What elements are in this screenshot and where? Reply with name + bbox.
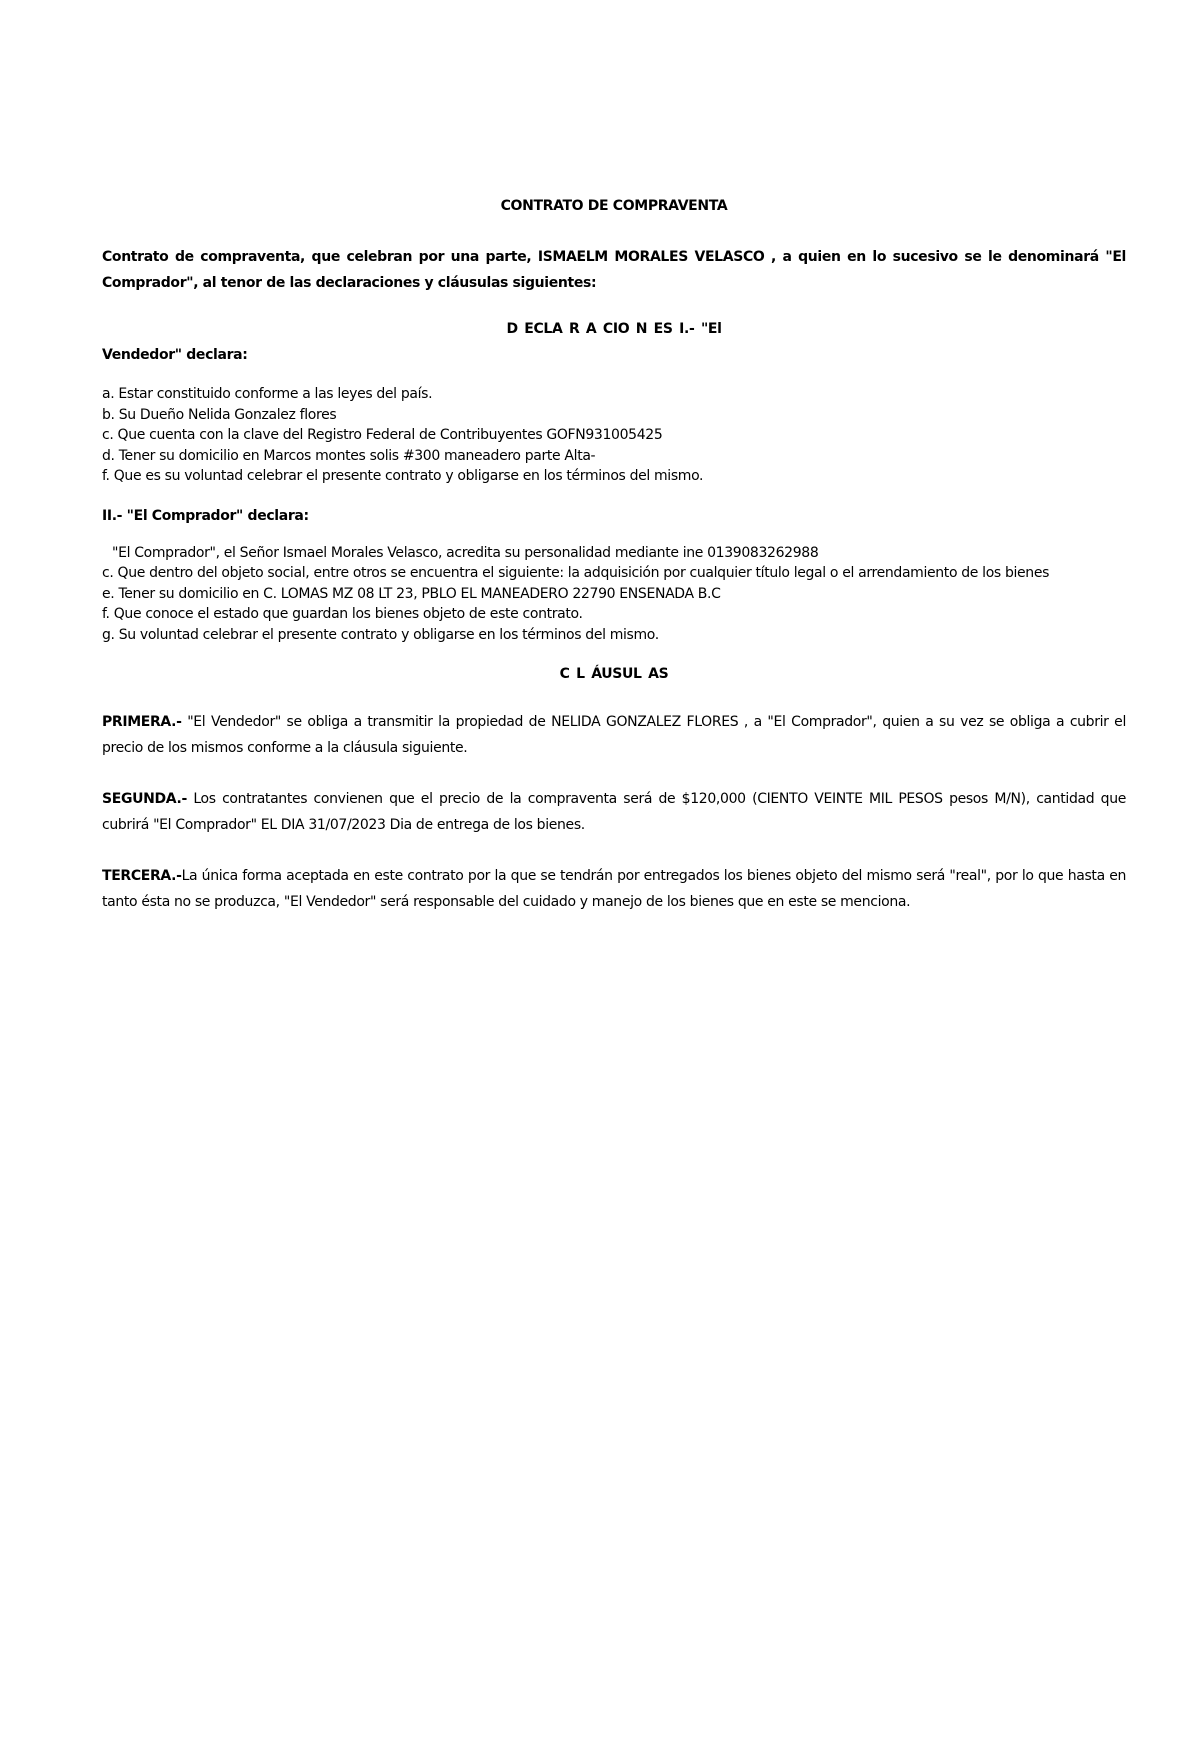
list-item: f. Que conoce el estado que guardan los bienes objeto de este contrato. (102, 606, 583, 622)
clause-text: La única forma aceptada en este contrato por la que se tendrán por entregados los bienes objeto del mismo será "real", por lo que hasta en tanto ésta no se produzca, "El Vendedor" será responsable del cuidado y manejo de los bienes que en este se menciona. (102, 868, 1126, 910)
clause-primera (102, 709, 1126, 761)
list-item: g. Su voluntad celebrar el presente contrato y obligarse en los términos del mismo. (102, 626, 659, 643)
list-item: a. Estar constituido conforme a las leyes del país. (102, 386, 433, 402)
comprador-declarations (102, 543, 1126, 646)
clause-segunda (102, 786, 1126, 838)
clause-tercera (102, 863, 1126, 915)
clause-text: "El Vendedor" se obliga a transmitir la propiedad de NELIDA GONZALEZ FLORES , a "El Comprador", quien a su vez se obliga a cubrir el precio de los mismos conforme a la cláusula siguiente. (102, 714, 1126, 756)
clause-text: Los contratantes convienen que el precio de la compraventa será de $120,000 (CIENTO VEINTE MIL PESOS pesos M/N), cantidad que cubrirá "El Comprador" EL DIA 31/07/2023 Dia de entrega de los bienes. (102, 791, 1126, 833)
document-title: CONTRATO DE COMPRAVENTA (500, 198, 728, 214)
vendedor-declarations (102, 384, 1126, 487)
document-body (102, 196, 1126, 940)
list-item: c. Que cuenta con la clave del Registro Federal de Contribuyentes GOFN931005425 (102, 427, 663, 443)
list-item: d. Tener su domicilio en Marcos montes solis #300 maneadero parte Alta- (102, 447, 596, 464)
list-item: e. Tener su domicilio en C. LOMAS MZ 08 LT 23, PBLO EL MANEADERO 22790 ENSENADA B.C (102, 585, 721, 602)
list-item: b. Su Dueño Nelida Gonzalez flores (102, 406, 337, 423)
clausulas-heading: C L ÁUSUL AS (559, 666, 669, 682)
comprador-heading: II.- "El Comprador" declara: (102, 507, 309, 524)
vendedor-heading: Vendedor" declara: (102, 347, 248, 363)
declaraciones-heading: D ECLA R A CIO N ES I.- "El (506, 321, 722, 337)
list-item: c. Que dentro del objeto social, entre otros se encuentra el siguiente: la adquisición por cualquier título legal o el arrendamiento de los bienes (102, 565, 1050, 581)
clause-label: SEGUNDA.- (102, 791, 187, 807)
list-item: f. Que es su voluntad celebrar el presente contrato y obligarse en los términos del mismo. (102, 468, 704, 484)
clause-label: PRIMERA.- (102, 714, 182, 730)
list-item: "El Comprador", el Señor Ismael Morales Velasco, acredita su personalidad mediante ine 0139083262988 (112, 544, 819, 561)
clause-label: TERCERA.- (102, 868, 182, 884)
contract-intro: Contrato de compraventa, que celebran por una parte, ISMAELM MORALES VELASCO , a quien en lo sucesivo se le denominará "El Comprador", al tenor de las declaraciones y cláusulas siguientes: (102, 249, 1126, 291)
